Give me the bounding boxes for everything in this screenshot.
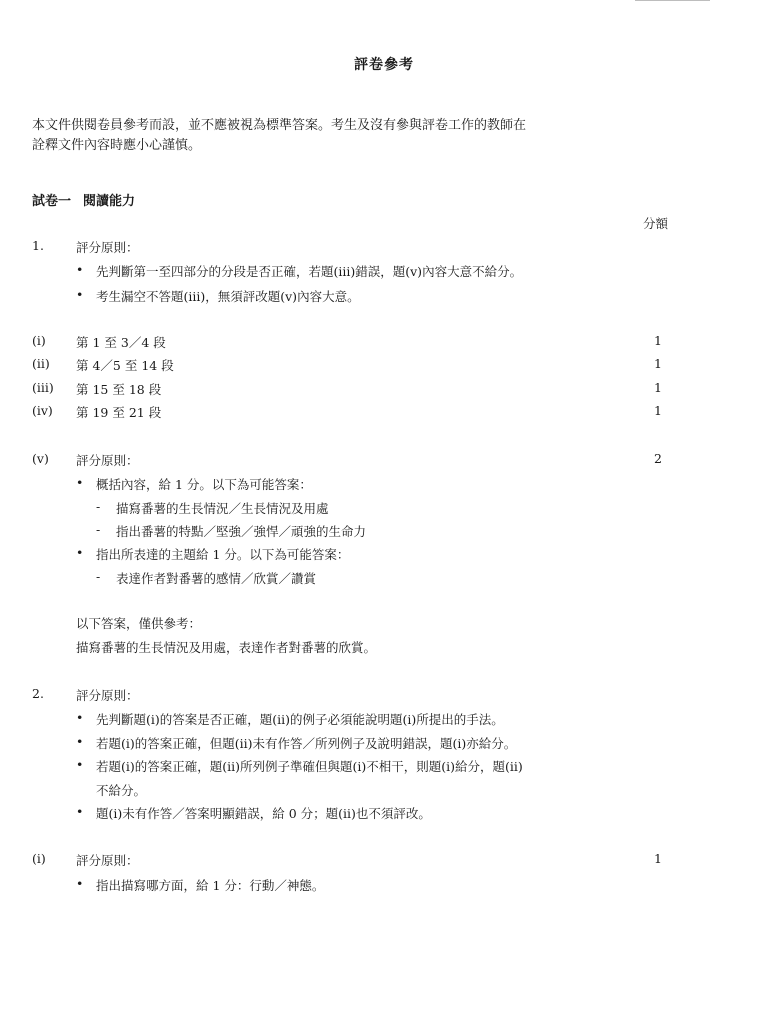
bullet-icon: • bbox=[76, 262, 84, 277]
q2-part-i-bullet: 指出描寫哪方面，給 1 分：行動／神態。 bbox=[96, 878, 325, 893]
bullet-icon: • bbox=[76, 545, 84, 560]
q1-part-label: (ii) bbox=[32, 356, 50, 371]
bullet-icon: • bbox=[76, 475, 84, 490]
q2-principle-2: 若題(i)的答案正確，但題(ii)未有作答／所列例子及說明錯誤，題(i)亦給分。 bbox=[96, 736, 517, 751]
bullet-icon: • bbox=[76, 757, 84, 772]
q2-principle-4: 題(i)未有作答／答案明顯錯誤，給 0 分；題(ii)也不須評改。 bbox=[96, 806, 431, 821]
q1-part-label: (iv) bbox=[32, 403, 53, 418]
q1-part-v-principle-label: 評分原則： bbox=[76, 453, 139, 468]
q1-v-bullet-1: 概括內容，給 1 分。以下為可能答案： bbox=[96, 477, 312, 492]
q1-principle-1: 先判斷第一至四部分的分段是否正確，若題(iii)錯誤，題(v)內容大意不給分。 bbox=[96, 264, 523, 279]
q1-principle-label: 評分原則： bbox=[76, 240, 139, 255]
q1-v-bullet-2: 指出所表達的主題給 1 分。以下為可能答案： bbox=[96, 547, 350, 562]
question-1-number: 1. bbox=[32, 238, 44, 253]
q1-part-label: (i) bbox=[32, 333, 46, 348]
paper-label: 試卷一 bbox=[32, 194, 72, 209]
q1-part-mark: 1 bbox=[654, 356, 662, 371]
q1-part-text: 第 4／5 至 14 段 bbox=[76, 358, 174, 373]
q1-part-text: 第 19 至 21 段 bbox=[76, 405, 162, 420]
q1-v-answer-2: 指出番薯的特點／堅強／強悍／頑強的生命力 bbox=[116, 524, 367, 539]
q2-part-i-label: (i) bbox=[32, 851, 46, 866]
notice-line-2: 詮釋文件內容時應小心謹慎。 bbox=[32, 138, 202, 153]
q1-part-v-label: (v) bbox=[32, 451, 49, 466]
q2-principle-3-continued: 不給分。 bbox=[96, 783, 147, 798]
question-2-number: 2. bbox=[32, 686, 44, 701]
q2-principle-1: 先判斷題(i)的答案是否正確，題(ii)的例子必須能說明題(i)所提出的手法。 bbox=[96, 712, 504, 727]
q2-principle-label: 評分原則： bbox=[76, 688, 139, 703]
q1-part-v-mark: 2 bbox=[654, 451, 662, 466]
section-heading bbox=[32, 190, 147, 209]
q1-part-text: 第 1 至 3／4 段 bbox=[76, 335, 166, 350]
q1-part-mark: 1 bbox=[654, 333, 662, 348]
bullet-icon: • bbox=[76, 287, 84, 302]
scan-mark bbox=[635, 0, 710, 1]
q1-part-mark: 1 bbox=[654, 403, 662, 418]
marks-column-header: 分額 bbox=[642, 216, 668, 231]
q1-part-text: 第 15 至 18 段 bbox=[76, 382, 162, 397]
q2-part-i-mark: 1 bbox=[654, 851, 662, 866]
paper-name: 閱讀能力 bbox=[83, 194, 136, 209]
q1-v-answer-1: 描寫番薯的生長情況／生長情況及用處 bbox=[116, 501, 329, 516]
bullet-icon: • bbox=[76, 876, 84, 891]
bullet-icon: • bbox=[76, 710, 84, 725]
q2-part-i-principle-label: 評分原則： bbox=[76, 853, 139, 868]
reference-label: 以下答案，僅供參考： bbox=[76, 616, 202, 631]
dash-icon: - bbox=[96, 569, 101, 584]
bullet-icon: • bbox=[76, 804, 84, 819]
reference-answer: 描寫番薯的生長情況及用處，表達作者對番薯的欣賞。 bbox=[76, 640, 377, 655]
dash-icon: - bbox=[96, 522, 101, 537]
bullet-icon: • bbox=[76, 734, 84, 749]
notice-line-1: 本文件供閱卷員參考而設，並不應被視為標準答案。考生及沒有參與評卷工作的教師在 bbox=[32, 118, 527, 133]
q1-principle-2: 考生漏空不答題(iii)，無須評改題(v)內容大意。 bbox=[96, 289, 360, 304]
q1-v-answer-3: 表達作者對番薯的感情／欣賞／讚賞 bbox=[116, 571, 317, 586]
dash-icon: - bbox=[96, 499, 101, 514]
q1-part-mark: 1 bbox=[654, 380, 662, 395]
q2-principle-3: 若題(i)的答案正確，題(ii)所列例子準確但與題(i)不相干，則題(i)給分，題(ii) bbox=[96, 759, 523, 774]
q1-part-label: (iii) bbox=[32, 380, 54, 395]
page-title: 評卷參考 bbox=[354, 57, 414, 73]
